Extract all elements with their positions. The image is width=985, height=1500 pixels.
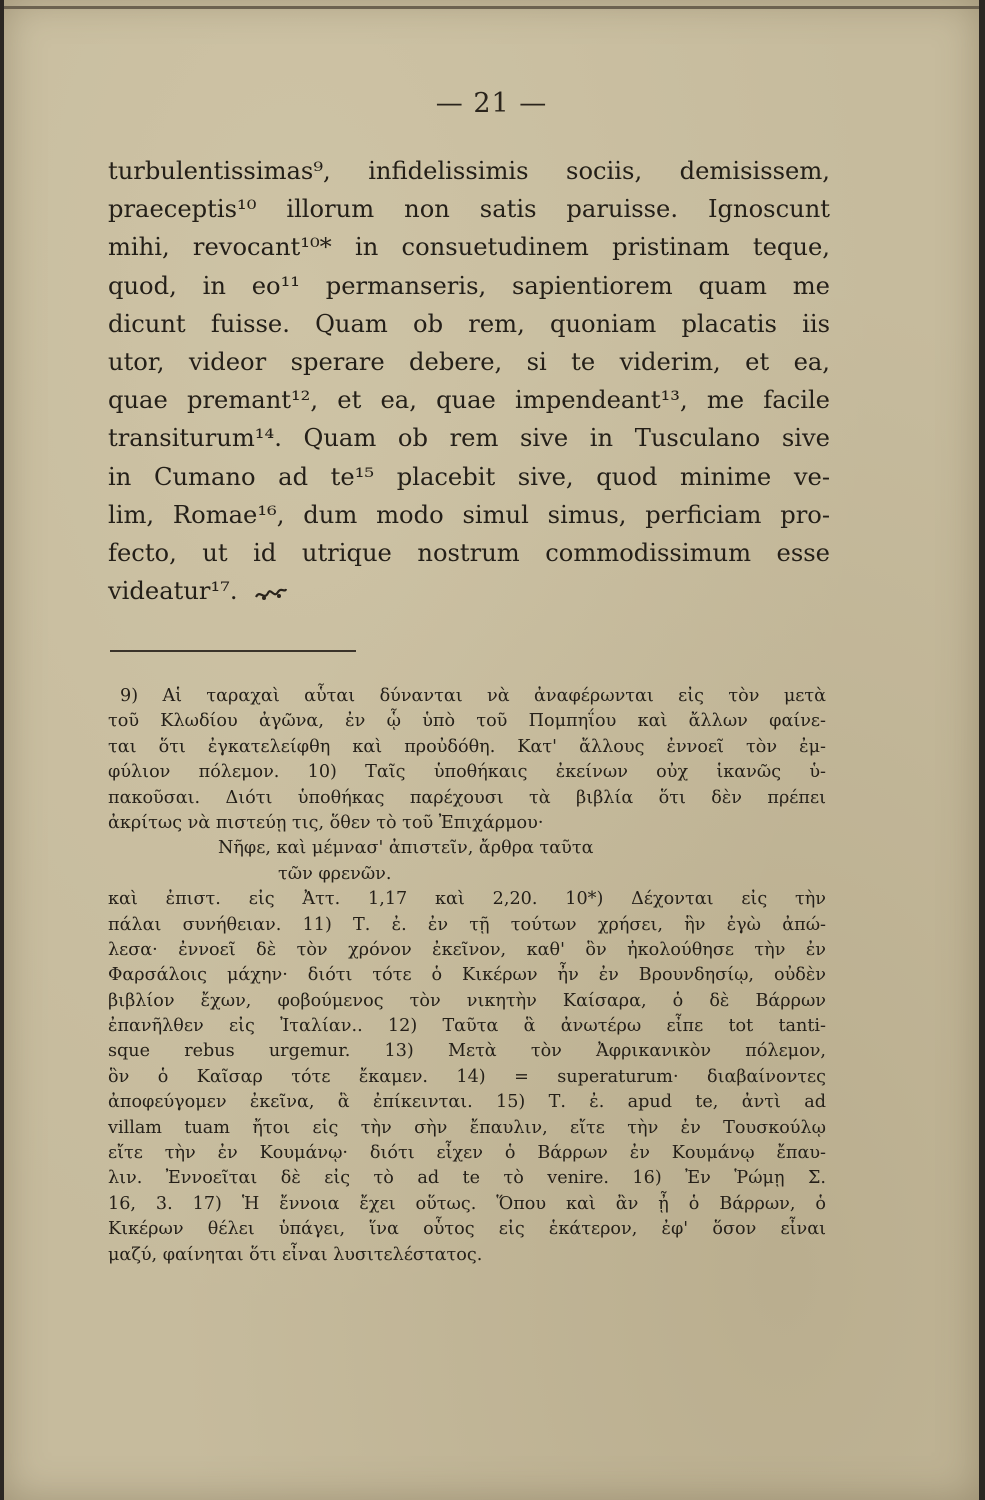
text-line: praeceptis¹⁰ illorum non satis paruisse. Ignoscunt (108, 195, 830, 224)
footnote-line: λιν. Ἐννοεῖται δὲ εἰς τὸ ad te τὸ venire. 16) Ἐν Ῥώμῃ Σ. (108, 1168, 826, 1189)
text-line: in Cumano ad te¹⁵ placebit sive, quod minime ve- (108, 462, 830, 491)
text-line: lim, Romae¹⁶, dum modo simul simus, perficiam pro- (108, 500, 830, 529)
ornament-flourish-icon (254, 583, 288, 603)
footnote-line: sque rebus urgemur. 13) Μετὰ τὸν Ἀφρικανικὸν πόλεμον, (108, 1041, 826, 1062)
footnote-line: ται ὅτι ἐγκατελείφθη καὶ προὐδόθη. Κατ' ἄλλους ἐννοεῖ τὸν ἐμ- (108, 736, 826, 757)
top-edge-rule (4, 6, 979, 9)
footnotes (108, 684, 826, 1268)
footnote-line: Κικέρων θέλει ὑπάγει, ἵνα οὗτος εἰς ἑκάτερον, ἐφ' ὅσον εἶναι (108, 1219, 826, 1240)
footnote-line: villam tuam ἤτοι εἰς τὴν σὴν ἔπαυλιν, εἴτε τὴν ἐν Τουσκούλῳ (108, 1117, 826, 1138)
footnote-line: ἀκρίτως νὰ πιστεύῃ τις, ὅθεν τὸ τοῦ Ἐπιχάρμου· (108, 812, 544, 833)
footnote-line: λεσα· ἐννοεῖ δὲ τὸν χρόνον ἐκεῖνον, καθ' ὃν ἠκολούθησε τὴν ἐν (108, 939, 826, 960)
text-line: fecto, ut id utrique nostrum commodissimum esse (108, 538, 830, 567)
footnote-line: ἐπανῆλθεν εἰς Ἰταλίαν.. 12) Ταῦτα ἃ ἀνωτέρω εἶπε tot tanti- (108, 1016, 826, 1037)
footnote-line: εἴτε τὴν ἐν Κουμάνῳ· διότι εἶχεν ὁ Βάρρων ἐν Κουμάνῳ ἔπαυ- (108, 1143, 826, 1164)
text-line: transiturum¹⁴. Quam ob rem sive in Tusculano sive (108, 424, 830, 453)
main-text (108, 152, 830, 610)
footnote-line: ἀποφεύγομεν ἐκεῖνα, ἃ ἐπίκεινται. 15) Τ. ἐ. apud te, ἀντὶ ad (108, 1092, 826, 1113)
footnote-line: τοῦ Κλωδίου ἀγῶνα, ἐν ᾧ ὑπὸ τοῦ Πομπηΐου καὶ ἄλλων φαίνε- (108, 711, 826, 732)
footnote-line: Φαρσάλοις μάχην· διότι τότε ὁ Κικέρων ἦν ἐν Βρουνδησίῳ, οὐδὲν (108, 965, 826, 986)
footnote-line: 9) Αἱ ταραχαὶ αὗται δύνανται νὰ ἀναφέρωνται εἰς τὸν μετὰ (120, 686, 826, 706)
footnote-line: πακοῦσαι. Διότι ὑποθήκας παρέχουσι τὰ βιβλία ὅτι δὲν πρέπει (108, 787, 826, 808)
text-line-end: videatur¹⁷. (108, 577, 238, 606)
footnote-separator (110, 650, 356, 652)
text-line: dicunt fuisse. Quam ob rem, quoniam placatis iis (108, 309, 830, 338)
text-line-last (108, 572, 830, 610)
footnote-line: 16, 3. 17) Ἡ ἔννοια ἔχει οὕτως. Ὅπου καὶ ἂν ᾖ ὁ Βάρρων, ὁ (108, 1193, 826, 1214)
page-number: — 21 — (435, 88, 548, 119)
text-line: turbulentissimas⁹, infidelissimis sociis, demisissem, (108, 157, 830, 185)
footnote-line: ὃν ὁ Καῖσαρ τότε ἔκαμεν. 14) = superaturum· διαβαίνοντες (108, 1066, 826, 1087)
footnote-line: καὶ ἐπιστ. εἰς Ἀττ. 1,17 καὶ 2,20. 10*) Δέχονται εἰς τὴν (108, 889, 826, 910)
footnote-verse-line: Νῆφε, καὶ μέμνασ' ἀπιστεῖν, ἄρθρα ταῦτα (218, 838, 594, 859)
book-page (4, 0, 979, 1500)
footnote-verse-line: τῶν φρενῶν. (278, 863, 392, 884)
footnote-line: μαζύ, φαίνηται ὅτι εἶναι λυσιτελέστατος. (108, 1244, 483, 1265)
footnote-line: πάλαι συνήθειαν. 11) Τ. ἐ. ἐν τῇ τούτων χρήσει, ἣν ἐγὼ ἀπώ- (108, 914, 826, 935)
footnote-line: φύλιον πόλεμον. 10) Ταῖς ὑποθήκαις ἐκείνων οὐχ ἱκανῶς ὑ- (108, 762, 826, 783)
text-line: quae premant¹², et ea, quae impendeant¹³, me facile (108, 386, 830, 415)
footnote-line: βιβλίον ἔχων, φοβούμενος τὸν νικητὴν Καίσαρα, ὁ δὲ Βάρρων (108, 990, 826, 1011)
text-line: quod, in eo¹¹ permanseris, sapientiorem quam me (108, 271, 830, 300)
text-line: mihi, revocant¹⁰* in consuetudinem pristinam teque, (108, 233, 830, 262)
text-line: utor, videor sperare debere, si te viderim, et ea, (108, 347, 830, 376)
